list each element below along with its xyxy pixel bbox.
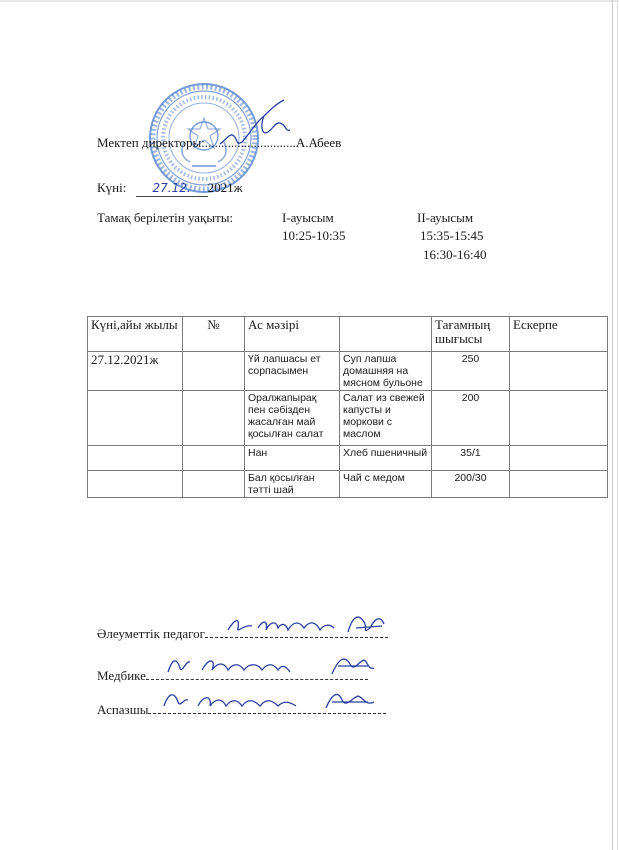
header-date: Күні,айы жылы xyxy=(88,317,183,352)
row-date xyxy=(88,471,183,498)
dish-kz: Үй лапшасы ет сорпасымен xyxy=(245,352,340,391)
shift1-time: 10:25-10:35 xyxy=(282,228,346,243)
nurse-signature-icon xyxy=(162,648,384,682)
scan-edge xyxy=(617,0,618,850)
scan-edge xyxy=(612,0,613,850)
social-pedagogue-signature-icon xyxy=(224,608,396,640)
row-number xyxy=(183,352,245,391)
cook-signature-icon xyxy=(156,684,388,716)
table-header-row xyxy=(88,317,608,352)
dish-output: 35/1 xyxy=(432,446,510,471)
director-dots: ........................... xyxy=(208,135,296,150)
header-note: Ескерпе xyxy=(510,317,608,352)
handwritten-date: 27.12. xyxy=(136,181,208,197)
header-menu-ru xyxy=(340,317,432,352)
shift1-label: І-ауысым xyxy=(282,210,334,225)
row-number xyxy=(183,446,245,471)
row-date xyxy=(88,446,183,471)
row-number xyxy=(183,471,245,498)
date-prefix: Күні: xyxy=(97,180,127,195)
shift2-time-2: 16:30-16:40 xyxy=(423,247,487,262)
dish-note xyxy=(510,471,608,498)
meal-time-label: Тамақ берілетін уақыты: xyxy=(97,210,234,225)
dish-kz: Бал қосылған тәтті шай xyxy=(245,471,340,498)
dish-kz: Нан xyxy=(245,446,340,471)
dish-ru: Суп лапша домашняя на мясном бульоне xyxy=(340,352,432,391)
table-row xyxy=(88,446,608,471)
director-name: А.Абеев xyxy=(295,135,342,150)
date-suffix: 2021ж xyxy=(207,180,243,195)
header-number: № xyxy=(183,317,245,352)
director-label: Мектеп директоры:. xyxy=(97,135,209,150)
dish-note xyxy=(510,446,608,471)
date-line xyxy=(97,180,243,197)
table-row xyxy=(88,391,608,446)
signature-label: Әлеуметтік педагог xyxy=(97,626,205,641)
dish-output: 200 xyxy=(432,391,510,446)
row-date xyxy=(88,391,183,446)
header-output: Тағамның шығысы xyxy=(432,317,510,352)
dish-note xyxy=(510,391,608,446)
dish-output: 200/30 xyxy=(432,471,510,498)
scan-edge xyxy=(0,0,619,2)
director-line xyxy=(97,135,341,150)
table-row xyxy=(88,352,608,391)
signature-label: Медбике xyxy=(97,668,146,683)
dish-output: 250 xyxy=(432,352,510,391)
menu-table xyxy=(87,316,608,498)
row-date: 27.12.2021ж xyxy=(88,352,183,391)
dish-kz: Оралжапырақ пен сәбізден жасалған май қосылған салат xyxy=(245,391,340,446)
signature-label: Аспазшы xyxy=(97,702,149,717)
table-row xyxy=(88,471,608,498)
dish-ru: Хлеб пшеничный xyxy=(340,446,432,471)
header-menu: Ас мәзірі xyxy=(245,317,340,352)
shift2-label: ІІ-ауысым xyxy=(417,210,474,225)
row-number xyxy=(183,391,245,446)
dish-ru: Салат из свежей капусты и моркови с маслом xyxy=(340,391,432,446)
shift2-time-1: 15:35-15:45 xyxy=(420,228,484,243)
dish-note xyxy=(510,352,608,391)
dish-ru: Чай с медом xyxy=(340,471,432,498)
